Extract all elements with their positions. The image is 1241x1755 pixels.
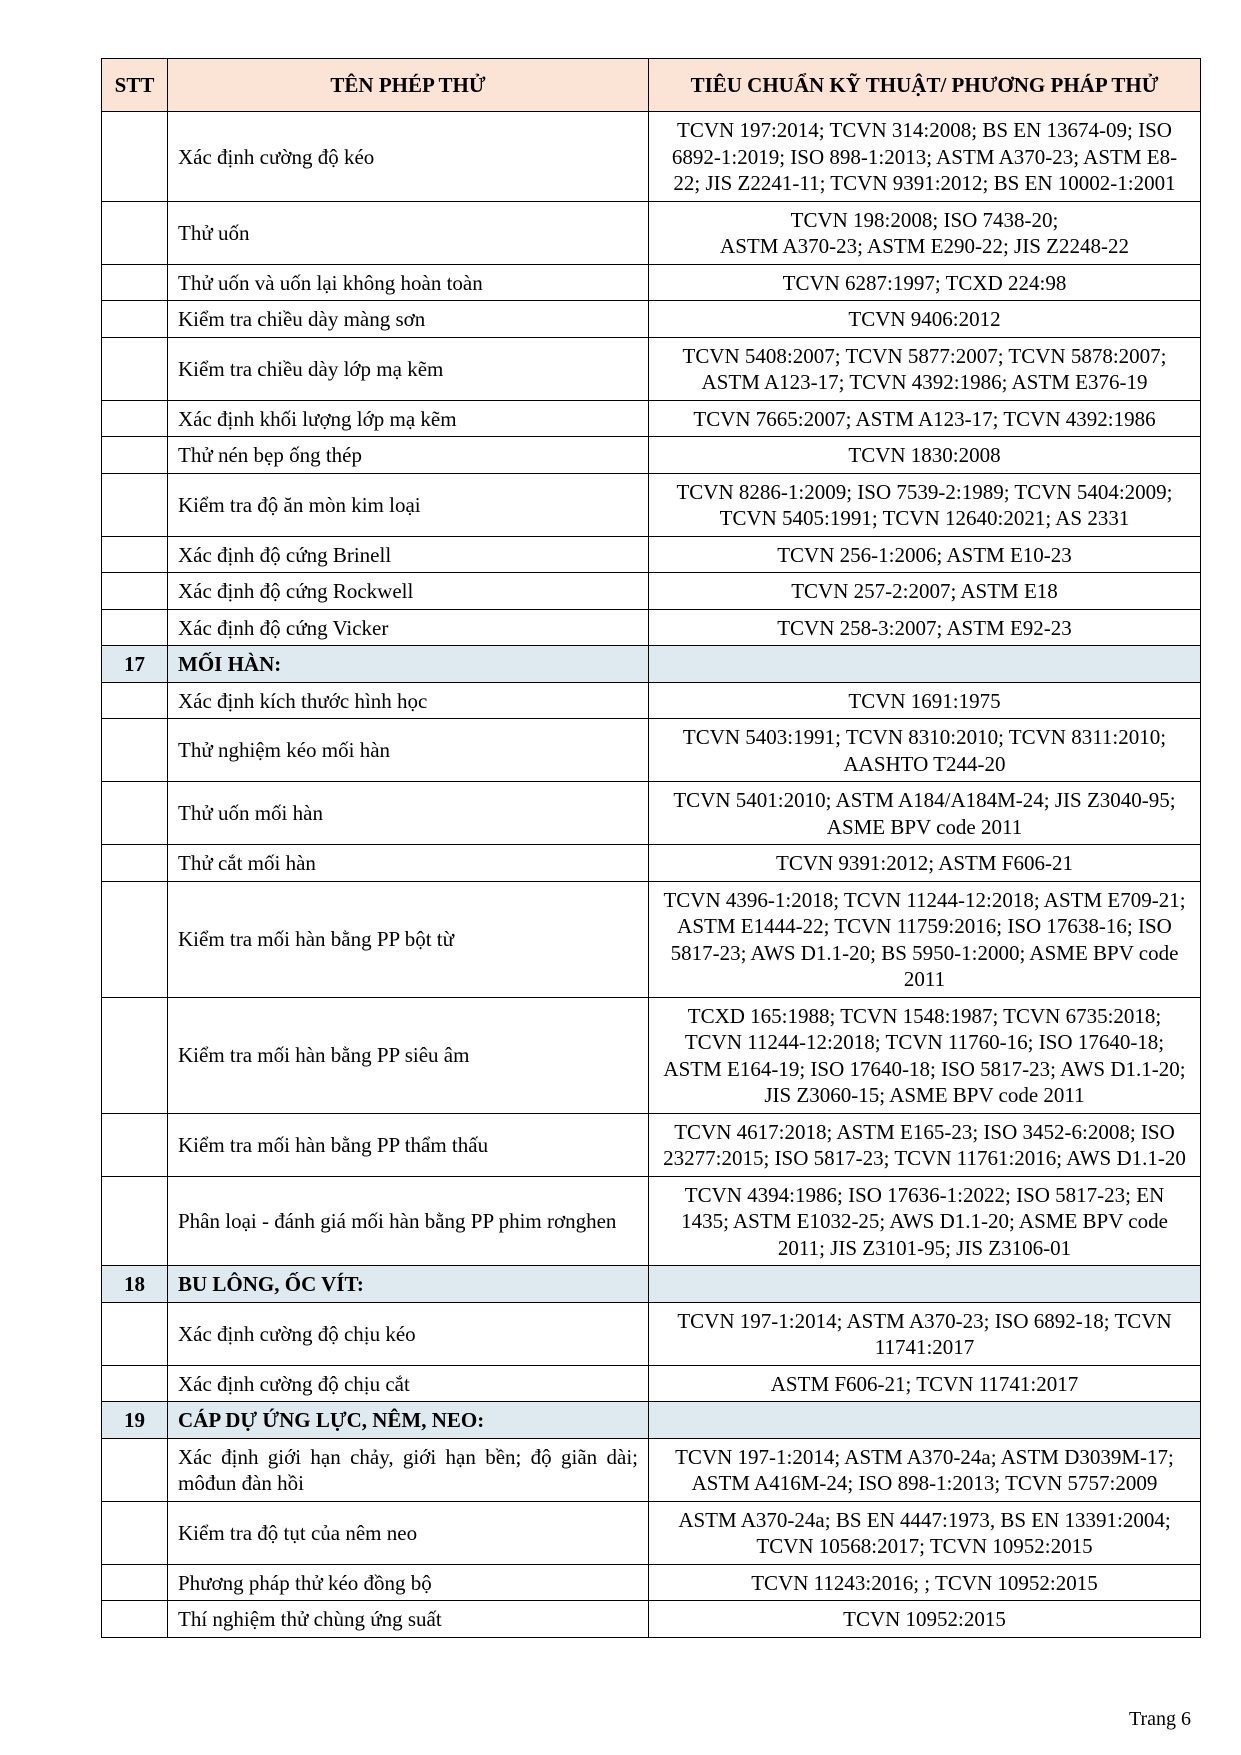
- cell-standard: TCVN 256-1:2006; ASTM E10-23: [649, 536, 1201, 573]
- cell-test-name: Kiểm tra mối hàn bằng PP bột từ: [168, 881, 649, 997]
- cell-stt: [102, 1564, 168, 1601]
- cell-stt: 18: [102, 1266, 168, 1303]
- cell-stt: [102, 1501, 168, 1564]
- table-row: [102, 881, 1201, 997]
- cell-stt: [102, 1438, 168, 1501]
- cell-test-name: Kiểm tra mối hàn bằng PP siêu âm: [168, 997, 649, 1113]
- section-row: [102, 1266, 1201, 1303]
- cell-test-name: Thí nghiệm thử chùng ứng suất: [168, 1601, 649, 1638]
- table-row: [102, 1365, 1201, 1402]
- cell-stt: [102, 400, 168, 437]
- cell-standard: TCVN 5408:2007; TCVN 5877:2007; TCVN 5878:2007; ASTM A123-17; TCVN 4392:1986; ASTM E376-19: [649, 337, 1201, 400]
- section-row: [102, 1402, 1201, 1439]
- standards-table: [101, 58, 1201, 1638]
- table-row: [102, 437, 1201, 474]
- cell-test-name: Xác định độ cứng Vicker: [168, 609, 649, 646]
- table-row: [102, 1176, 1201, 1266]
- cell-standard: TCVN 4396-1:2018; TCVN 11244-12:2018; ASTM E709-21; ASTM E1444-22; TCVN 11759:2016; ISO 17638-16; ISO 5817-23; AWS D1.1-20; BS 5950-1:2000; ASME BPV code 2011: [649, 881, 1201, 997]
- cell-stt: [102, 782, 168, 845]
- cell-stt: [102, 1601, 168, 1638]
- table-row: [102, 337, 1201, 400]
- table-row: [102, 719, 1201, 782]
- table-row: [102, 782, 1201, 845]
- cell-stt: [102, 682, 168, 719]
- cell-standard: TCVN 198:2008; ISO 7438-20; ASTM A370-23; ASTM E290-22; JIS Z2248-22: [649, 201, 1201, 264]
- cell-stt: [102, 437, 168, 474]
- cell-test-name: Thử uốn và uốn lại không hoàn toàn: [168, 264, 649, 301]
- table-row: [102, 400, 1201, 437]
- header-standard: TIÊU CHUẨN KỸ THUẬT/ PHƯƠNG PHÁP THỬ: [649, 59, 1201, 112]
- cell-stt: [102, 609, 168, 646]
- table-row: [102, 301, 1201, 338]
- cell-standard: TCVN 9391:2012; ASTM F606-21: [649, 845, 1201, 882]
- table-row: [102, 112, 1201, 202]
- cell-stt: [102, 337, 168, 400]
- table-row: [102, 1302, 1201, 1365]
- cell-test-name: Xác định cường độ chịu kéo: [168, 1302, 649, 1365]
- table-row: [102, 1113, 1201, 1176]
- table-row: [102, 1501, 1201, 1564]
- cell-standard: TCVN 6287:1997; TCXD 224:98: [649, 264, 1201, 301]
- cell-stt: [102, 845, 168, 882]
- cell-test-name: Thử uốn mối hàn: [168, 782, 649, 845]
- cell-test-name: Kiểm tra độ ăn mòn kim loại: [168, 473, 649, 536]
- cell-test-name: Xác định khối lượng lớp mạ kẽm: [168, 400, 649, 437]
- cell-standard: TCVN 5403:1991; TCVN 8310:2010; TCVN 8311:2010; AASHTO T244-20: [649, 719, 1201, 782]
- section-title: BU LÔNG, ỐC VÍT:: [168, 1266, 649, 1303]
- cell-stt: [102, 112, 168, 202]
- cell-test-name: Thử nén bẹp ống thép: [168, 437, 649, 474]
- cell-test-name: Xác định độ cứng Brinell: [168, 536, 649, 573]
- cell-stt: [102, 301, 168, 338]
- cell-standard: [649, 1266, 1201, 1303]
- cell-standard: [649, 1402, 1201, 1439]
- cell-stt: [102, 881, 168, 997]
- cell-test-name: Phương pháp thử kéo đồng bộ: [168, 1564, 649, 1601]
- cell-standard: ASTM F606-21; TCVN 11741:2017: [649, 1365, 1201, 1402]
- cell-standard: TCXD 165:1988; TCVN 1548:1987; TCVN 6735:2018; TCVN 11244-12:2018; TCVN 11760-16; ISO 17640-18; ASTM E164-19; ISO 17640-18; ISO 5817-23; AWS D1.1-20; JIS Z3060-15; ASME BPV code 2011: [649, 997, 1201, 1113]
- cell-standard: TCVN 7665:2007; ASTM A123-17; TCVN 4392:1986: [649, 400, 1201, 437]
- cell-stt: 19: [102, 1402, 168, 1439]
- cell-standard: TCVN 197-1:2014; ASTM A370-24a; ASTM D3039M-17; ASTM A416M-24; ISO 898-1:2013; TCVN 5757:2009: [649, 1438, 1201, 1501]
- table-row: [102, 264, 1201, 301]
- section-title: MỐI HÀN:: [168, 646, 649, 683]
- cell-standard: [649, 646, 1201, 683]
- table-row: [102, 573, 1201, 610]
- cell-stt: [102, 1113, 168, 1176]
- cell-standard: TCVN 5401:2010; ASTM A184/A184M-24; JIS Z3040-95; ASME BPV code 2011: [649, 782, 1201, 845]
- cell-standard: TCVN 9406:2012: [649, 301, 1201, 338]
- cell-standard: TCVN 10952:2015: [649, 1601, 1201, 1638]
- table-row: [102, 473, 1201, 536]
- cell-standard: TCVN 257-2:2007; ASTM E18: [649, 573, 1201, 610]
- cell-standard: TCVN 197-1:2014; ASTM A370-23; ISO 6892-18; TCVN 11741:2017: [649, 1302, 1201, 1365]
- cell-standard: TCVN 1691:1975: [649, 682, 1201, 719]
- table-header-row: [102, 59, 1201, 112]
- table-row: [102, 1438, 1201, 1501]
- cell-test-name: Xác định giới hạn chảy, giới hạn bền; độ giãn dài; môđun đàn hồi: [168, 1438, 649, 1501]
- table-row: [102, 997, 1201, 1113]
- cell-standard: TCVN 4617:2018; ASTM E165-23; ISO 3452-6:2008; ISO 23277:2015; ISO 5817-23; TCVN 11761:2016; AWS D1.1-20: [649, 1113, 1201, 1176]
- cell-standard: TCVN 8286-1:2009; ISO 7539-2:1989; TCVN 5404:2009; TCVN 5405:1991; TCVN 12640:2021; AS 2331: [649, 473, 1201, 536]
- cell-stt: [102, 997, 168, 1113]
- cell-stt: [102, 719, 168, 782]
- cell-standard: ASTM A370-24a; BS EN 4447:1973, BS EN 13391:2004; TCVN 10568:2017; TCVN 10952:2015: [649, 1501, 1201, 1564]
- cell-test-name: Kiểm tra chiều dày màng sơn: [168, 301, 649, 338]
- header-stt: STT: [102, 59, 168, 112]
- table-row: [102, 536, 1201, 573]
- cell-test-name: Phân loại - đánh giá mối hàn bằng PP phim rơnghen: [168, 1176, 649, 1266]
- page-number: Trang 6: [1128, 1708, 1191, 1730]
- header-test-name: TÊN PHÉP THỬ: [168, 59, 649, 112]
- cell-stt: 17: [102, 646, 168, 683]
- table-row: [102, 845, 1201, 882]
- section-title: CÁP DỰ ỨNG LỰC, NÊM, NEO:: [168, 1402, 649, 1439]
- cell-stt: [102, 1365, 168, 1402]
- cell-standard: TCVN 258-3:2007; ASTM E92-23: [649, 609, 1201, 646]
- cell-stt: [102, 473, 168, 536]
- cell-stt: [102, 201, 168, 264]
- table-row: [102, 1564, 1201, 1601]
- table-row: [102, 609, 1201, 646]
- cell-stt: [102, 1302, 168, 1365]
- table-body: [102, 112, 1201, 1638]
- cell-stt: [102, 1176, 168, 1266]
- cell-standard: TCVN 11243:2016; ; TCVN 10952:2015: [649, 1564, 1201, 1601]
- table-row: [102, 201, 1201, 264]
- section-row: [102, 646, 1201, 683]
- cell-stt: [102, 536, 168, 573]
- cell-test-name: Thử uốn: [168, 201, 649, 264]
- cell-test-name: Thử nghiệm kéo mối hàn: [168, 719, 649, 782]
- cell-test-name: Xác định kích thước hình học: [168, 682, 649, 719]
- table-row: [102, 1601, 1201, 1638]
- cell-test-name: Xác định cường độ chịu cắt: [168, 1365, 649, 1402]
- cell-test-name: Thử cắt mối hàn: [168, 845, 649, 882]
- cell-test-name: Kiểm tra độ tụt của nêm neo: [168, 1501, 649, 1564]
- cell-stt: [102, 264, 168, 301]
- cell-test-name: Kiểm tra chiều dày lớp mạ kẽm: [168, 337, 649, 400]
- cell-stt: [102, 573, 168, 610]
- cell-test-name: Xác định độ cứng Rockwell: [168, 573, 649, 610]
- cell-test-name: Xác định cường độ kéo: [168, 112, 649, 202]
- table-row: [102, 682, 1201, 719]
- cell-standard: TCVN 1830:2008: [649, 437, 1201, 474]
- cell-standard: TCVN 197:2014; TCVN 314:2008; BS EN 13674-09; ISO 6892-1:2019; ISO 898-1:2013; ASTM A370-23; ASTM E8-22; JIS Z2241-11; TCVN 9391:2012; BS EN 10002-1:2001: [649, 112, 1201, 202]
- cell-standard: TCVN 4394:1986; ISO 17636-1:2022; ISO 5817-23; EN 1435; ASTM E1032-25; AWS D1.1-20; ASME BPV code 2011; JIS Z3101-95; JIS Z3106-01: [649, 1176, 1201, 1266]
- cell-test-name: Kiểm tra mối hàn bằng PP thẩm thấu: [168, 1113, 649, 1176]
